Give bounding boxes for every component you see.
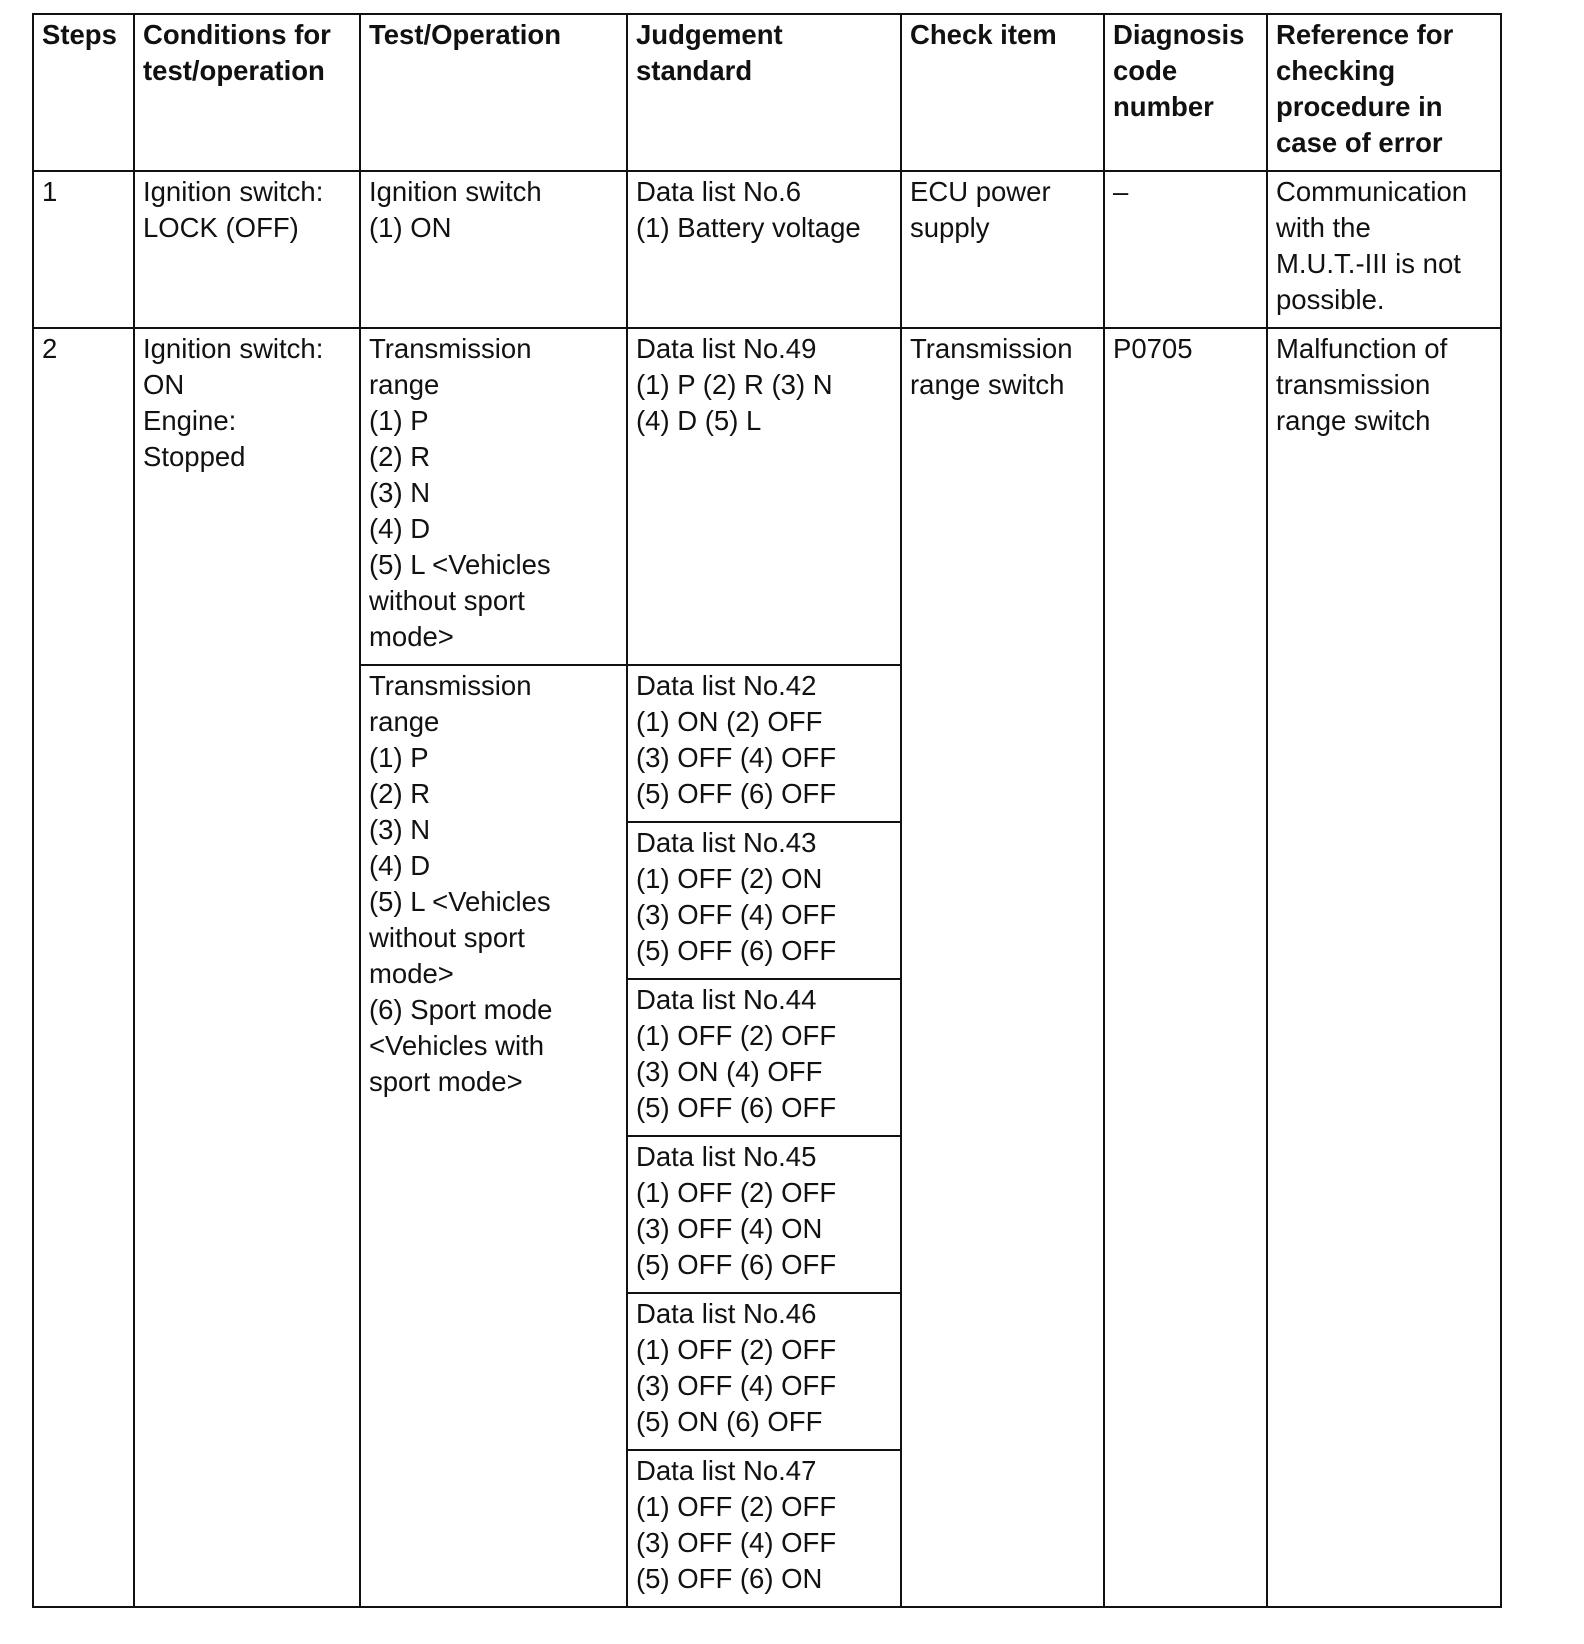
judgement-cell: Data list No.46 (1) OFF (2) OFF (3) OFF (4) OFF (5) ON (6) OFF bbox=[627, 1293, 901, 1450]
header-steps: Steps bbox=[33, 14, 134, 171]
test-operation-cell: Ignition switch (1) ON bbox=[360, 171, 627, 328]
diagnosis-table bbox=[32, 13, 1502, 1608]
step-number: 2 bbox=[33, 328, 134, 1607]
conditions-cell: Ignition switch: LOCK (OFF) bbox=[134, 171, 360, 328]
test-operation-cell: Transmission range (1) P (2) R (3) N (4) D (5) L <Vehicles without sport mode> (6) Sport mode <Vehicles with sport mode> bbox=[360, 665, 627, 1607]
check-item-cell: ECU power supply bbox=[901, 171, 1104, 328]
judgement-cell: Data list No.45 (1) OFF (2) OFF (3) OFF (4) ON (5) OFF (6) OFF bbox=[627, 1136, 901, 1293]
diagnosis-code-cell: P0705 bbox=[1104, 328, 1267, 1607]
header-check-item: Check item bbox=[901, 14, 1104, 171]
reference-cell: Communication with the M.U.T.-III is not possible. bbox=[1267, 171, 1501, 328]
judgement-cell: Data list No.6 (1) Battery voltage bbox=[627, 171, 901, 328]
header-reference: Reference for checking procedure in case of error bbox=[1267, 14, 1501, 171]
header-row bbox=[33, 14, 1501, 171]
header-test-operation: Test/Operation bbox=[360, 14, 627, 171]
header-diagnosis-code: Diagnosis code number bbox=[1104, 14, 1267, 171]
table-row-step-1 bbox=[33, 171, 1501, 328]
test-operation-cell: Transmission range (1) P (2) R (3) N (4) D (5) L <Vehicles without sport mode> bbox=[360, 328, 627, 665]
judgement-cell: Data list No.42 (1) ON (2) OFF (3) OFF (4) OFF (5) OFF (6) OFF bbox=[627, 665, 901, 822]
check-item-cell: Transmission range switch bbox=[901, 328, 1104, 1607]
judgement-cell: Data list No.44 (1) OFF (2) OFF (3) ON (4) OFF (5) OFF (6) OFF bbox=[627, 979, 901, 1136]
diagnosis-code-cell: – bbox=[1104, 171, 1267, 328]
judgement-cell: Data list No.47 (1) OFF (2) OFF (3) OFF (4) OFF (5) OFF (6) ON bbox=[627, 1450, 901, 1607]
judgement-cell: Data list No.43 (1) OFF (2) ON (3) OFF (4) OFF (5) OFF (6) OFF bbox=[627, 822, 901, 979]
header-judgement-standard: Judgement standard bbox=[627, 14, 901, 171]
reference-cell: Malfunction of transmission range switch bbox=[1267, 328, 1501, 1607]
step-number: 1 bbox=[33, 171, 134, 328]
table-row-step-2 bbox=[33, 328, 1501, 665]
header-conditions: Conditions for test/operation bbox=[134, 14, 360, 171]
conditions-cell: Ignition switch: ON Engine: Stopped bbox=[134, 328, 360, 1607]
judgement-cell: Data list No.49 (1) P (2) R (3) N (4) D (5) L bbox=[627, 328, 901, 665]
